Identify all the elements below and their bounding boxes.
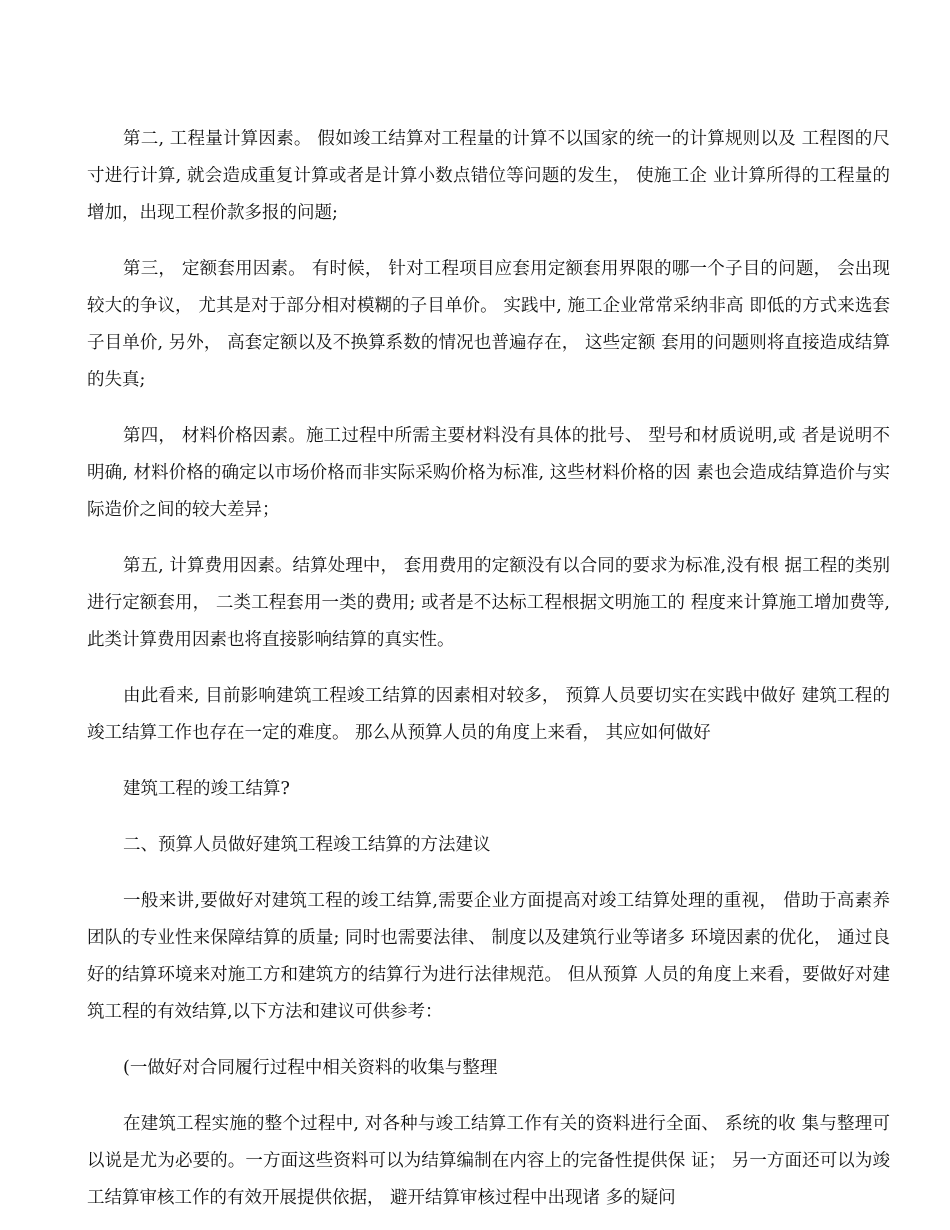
paragraph-question: 建筑工程的竣工结算? (123, 779, 290, 799)
paragraph-quota-application: 第三， 定额套用因素。 有时候， 针对工程项目应套用定额套用界限的哪一个子目的问题， 会出现较大的争议， 尤其是对于部分相对模糊的子目单价。 实践中, 施工企业常常采纳非高 即低的方式来选套子目单价, 另外， 高套定额以及不换算系数的情况也普遍存在， 这些定额 套用的问题则将直接造成结算的失真; (87, 259, 890, 390)
paragraph-engineering-quantity: 第二, 工程量计算因素。 假如竣工结算对工程量的计算不以国家的统一的计算规则以及 工程图的尺寸进行计算, 就会造成重复计算或者是计算小数点错位等问题的发生， 使施工企 业计算所得的工程量的增加，出现工程价款多报的问题; (87, 129, 890, 223)
paragraph-conclusion: 由此看来, 目前影响建筑工程竣工结算的因素相对较多， 预算人员要切实在实践中做好 建筑工程的竣工结算工作也存在一定的难度。 那么从预算人员的角度上来看， 其应如何做好 (87, 686, 890, 743)
paragraph-fee-calculation: 第五, 计算费用因素。结算处理中， 套用费用的定额没有以合同的要求为标准,没有根 据工程的类别进行定额套用， 二类工程套用一类的费用; 或者是不达标工程根据文明施工的 程度来计算施工增加费等,此类计算费用因素也将直接影响结算的真实性。 (87, 556, 890, 650)
section-heading-2: 二、预算人员做好建筑工程竣工结算的方法建议 (123, 835, 491, 855)
paragraph-document-collection: 在建筑工程实施的整个过程中, 对各种与竣工结算工作有关的资料进行全面、 系统的收 集与整理可以说是尤为必要的。一方面这些资料可以为结算编制在内容上的完备性提供保 证； 另一方面还可以为竣工结算审核工作的有效开展提供依据， 避开结算审核过程中出现诸 多的疑问 (87, 1114, 890, 1208)
paragraph-material-price: 第四， 材料价格因素。施工过程中所需主要材料没有具体的批号、 型号和材质说明,或 者是说明不明确, 材料价格的确定以市场价格而非实际采购价格为标准, 这些材料价格的因 素也会造成结算造价与实际造价之间的较大差异； (87, 426, 890, 520)
subsection-heading-1: (一做好对合同履行过程中相关资料的收集与整理 (123, 1058, 498, 1078)
paragraph-general-approach: 一般来讲,要做好对建筑工程的竣工结算,需要企业方面提高对竣工结算处理的重视， 借助于高素养团队的专业性来保障结算的质量; 同时也需要法律、 制度以及建筑行业等诸多 环境因素的优化， 通过良好的结算环境来对施工方和建筑方的结算行为进行法律规范。 但从预算 人员的角度上来看，要做好对建筑工程的有效结算,以下方法和建议可供参考： (87, 891, 890, 1022)
